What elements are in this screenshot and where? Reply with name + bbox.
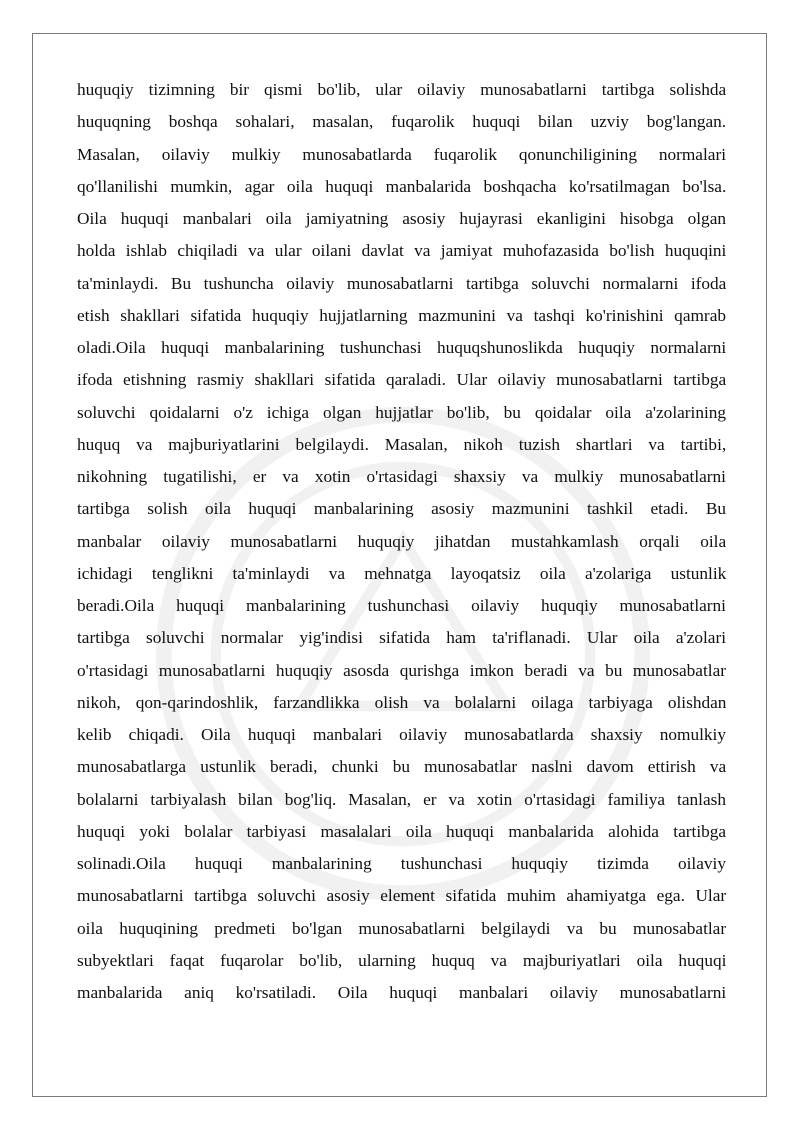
text-line: soluvchi qoidalarni o'z ichiga olgan hujjatlar bo'lib, bu qoidalar oila a'zolarining: [77, 402, 727, 422]
text-line: munosabatlarni tartibga soluvchi asosiy element sifatida muhim ahamiyatga ega. Ular: [77, 886, 727, 906]
text-line: solinadi.Oila huquqi manbalarining tushunchasi huquqiy tizimda oilaviy: [77, 854, 726, 873]
text-line: tartibga solish oila huquqi manbalarining asosiy mazmunini tashkil etadi. Bu: [77, 499, 726, 519]
text-line: ta'minlaydi. Bu tushuncha oilaviy munosabatlarni tartibga soluvchi normalarni ifoda: [77, 273, 727, 293]
text-line: oila huquqining predmeti bo'lgan munosabatlarni belgilaydi va bu munosabatlar: [77, 918, 727, 938]
text-line: manbalar oilaviy munosabatlarni huquqiy jihatdan mustahkamlash orqali oila: [77, 531, 727, 551]
text-line: manbalarida aniq ko'rsatiladi. Oila huquqi manbalari oilaviy munosabatlarni: [77, 983, 727, 1002]
text-line: munosabatlarga ustunlik beradi, chunki bu munosabatlar naslni davom ettirish va: [77, 757, 727, 777]
text-line: tartibga soluvchi normalar yig'indisi sifatida ham ta'riflanadi. Ular oila a'zolari: [77, 628, 727, 648]
text-line: beradi.Oila huquqi manbalarining tushunchasi oilaviy huquqiy munosabatlarni: [77, 596, 726, 615]
text-line: Oila huquqi manbalari oila jamiyatning asosiy hujayrasi ekanligini hisobga olgan: [77, 209, 727, 228]
text-line: huquqning boshqa sohalari, masalan, fuqarolik huquqi bilan uzviy bog'langan.: [77, 112, 727, 132]
text-line: nikoh, qon-qarindoshlik, farzandlikka olish va bolalarni oilaga tarbiyaga olishdan: [77, 692, 727, 712]
text-line: nikohning tugatilishi, er va xotin o'rtasidagi shaxsiy va mulkiy munosabatlarni: [77, 467, 726, 486]
text-line: ichidagi tenglikni ta'minlaydi va mehnatga layoqatsiz oila a'zolariga ustunlik: [77, 563, 727, 583]
text-line: huquqi yoki bolalar tarbiyasi masalalari oila huquqi manbalarida alohida tartibga: [77, 821, 727, 841]
text-line: holda ishlab chiqiladi va ular oilani davlat va jamiyat muhofazasida bo'lish huquqini: [77, 241, 727, 261]
text-line: bolalarni tarbiyalash bilan bog'liq. Masalan, er va xotin o'rtasidagi familiya tanlash: [77, 789, 726, 809]
text-line: etish shakllari sifatida huquqiy hujjatlarning mazmunini va tashqi ko'rinishini qamrab: [77, 305, 727, 325]
text-line: kelib chiqadi. Oila huquqi manbalari oilaviy munosabatlarda shaxsiy nomulkiy: [77, 725, 726, 744]
text-line: qo'llanilishi mumkin, agar oila huquqi manbalarida boshqacha ko'rsatilmagan bo'lsa.: [77, 176, 727, 196]
document-body-text: [77, 74, 726, 1009]
document-page: [32, 33, 767, 1097]
text-line: ifoda etishning rasmiy shakllari sifatida qaraladi. Ular oilaviy munosabatlarni tartibga: [77, 370, 727, 390]
text-line: oladi.Oila huquqi manbalarining tushunchasi huquqshunoslikda huquqiy normalarni: [77, 338, 727, 357]
text-line: o'rtasidagi munosabatlarni huquqiy asosda qurishga imkon beradi va bu munosabatlar: [77, 660, 726, 680]
text-line: huquqiy tizimning bir qismi bo'lib, ular oilaviy munosabatlarni tartibga solishda: [77, 80, 727, 99]
text-line: subyektlari faqat fuqarolar bo'lib, ularning huquq va majburiyatlari oila huquqi: [77, 950, 727, 970]
text-line: huquq va majburiyatlarini belgilaydi. Masalan, nikoh tuzish shartlari va tartibi,: [77, 434, 727, 454]
text-line: Masalan, oilaviy mulkiy munosabatlarda fuqarolik qonunchiligining normalari: [77, 144, 726, 164]
